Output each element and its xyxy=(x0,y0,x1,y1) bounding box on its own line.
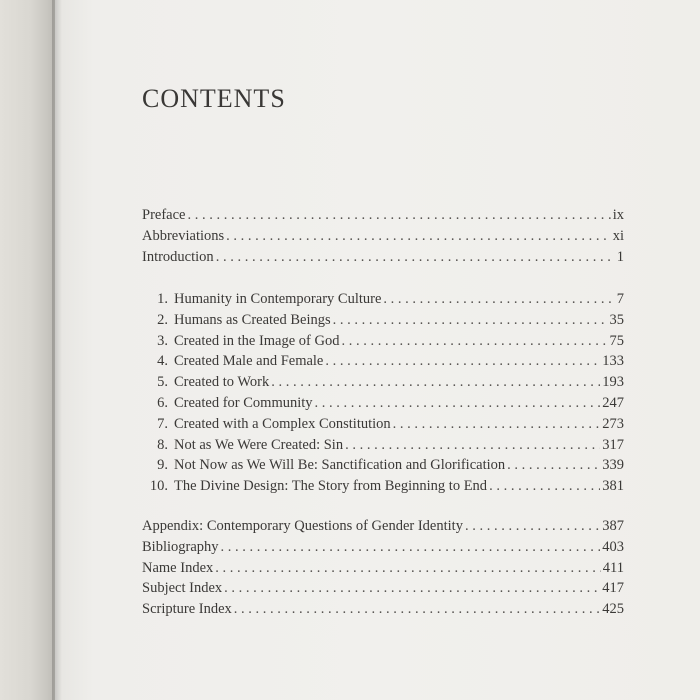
dot-leader xyxy=(221,537,601,558)
toc-entry-page: 193 xyxy=(602,374,624,391)
toc-entry-title: Subject Index xyxy=(142,580,223,597)
toc-entry-chapter-4 xyxy=(142,351,624,372)
chapter-number: 1. xyxy=(157,291,168,307)
toc-entry-page: 381 xyxy=(602,478,624,495)
chapter-number: 9. xyxy=(157,457,168,474)
dot-leader xyxy=(315,393,601,414)
toc-entry-title: Not as We Were Created: Sin xyxy=(174,436,344,453)
toc-entry-page: 425 xyxy=(602,601,624,618)
toc-entry-title: Created with a Complex Constitution xyxy=(174,415,391,432)
toc-entry-subject-index xyxy=(142,578,624,599)
toc-entry-title: Humans as Created Beings xyxy=(174,311,331,328)
toc-entry-page: 273 xyxy=(602,415,624,432)
toc-entry-title: Abbreviations xyxy=(142,227,225,244)
chapter-number: 4. xyxy=(157,353,168,370)
dot-leader xyxy=(383,289,614,310)
toc-entry-title: Not Now as We Will Be: Sanctification and Glorification xyxy=(174,457,506,474)
toc-entry-title: Created Male and Female xyxy=(174,353,324,370)
chapter-number: 10. xyxy=(149,478,168,495)
toc-entry-page: 417 xyxy=(602,580,624,597)
toc-entry-title: Created for Community xyxy=(174,394,313,411)
toc-entry-chapter-6 xyxy=(142,393,624,414)
dot-leader xyxy=(216,247,615,268)
toc-entry-title: Introduction xyxy=(142,248,214,265)
toc-entry-title: Scripture Index xyxy=(142,601,232,618)
toc-entry-title: Created in the Image of God xyxy=(174,332,340,349)
chapter-number: 7. xyxy=(157,415,168,432)
gutter-shadow xyxy=(52,0,62,700)
toc-entry-page: xi xyxy=(612,227,624,244)
dot-leader xyxy=(345,435,600,456)
toc-entry-page: ix xyxy=(612,207,624,223)
page-title: CONTENTS xyxy=(142,84,286,113)
toc-entry-chapter-5 xyxy=(142,372,624,393)
dot-leader xyxy=(489,476,600,497)
toc-entry-page: 317 xyxy=(602,436,624,453)
toc-entry-chapter-1 xyxy=(142,289,624,310)
dot-leader xyxy=(333,310,608,331)
toc-entry-chapter-10 xyxy=(142,476,624,497)
dot-leader xyxy=(224,578,600,599)
toc-entry-chapter-7 xyxy=(142,414,624,435)
toc-entry-page: 75 xyxy=(609,332,624,349)
back-matter-list xyxy=(142,516,624,620)
toc-entry-page: 247 xyxy=(602,394,624,411)
toc-entry-title: Bibliography xyxy=(142,538,219,555)
chapter-number: 5. xyxy=(157,374,168,391)
dot-leader xyxy=(325,351,600,372)
toc-entry-page: 35 xyxy=(609,311,624,328)
chapter-number: 2. xyxy=(157,311,168,328)
toc-entry-title: Humanity in Contemporary Culture xyxy=(174,291,382,307)
toc-entry-title: Created to Work xyxy=(174,374,270,391)
chapter-number: 3. xyxy=(157,332,168,349)
toc-entry-scripture-index xyxy=(142,599,624,620)
dot-leader xyxy=(465,516,600,537)
toc-entry-name-index xyxy=(142,558,624,579)
toc-entry-page: 133 xyxy=(602,353,624,370)
toc-entry-page: 403 xyxy=(602,538,624,555)
toc-entry-appendix xyxy=(142,516,624,537)
dot-leader xyxy=(393,414,601,435)
chapter-list xyxy=(142,289,624,497)
dot-leader xyxy=(226,226,611,247)
dot-leader xyxy=(271,372,600,393)
front-matter-list xyxy=(142,205,624,267)
toc-entry-page: 339 xyxy=(602,457,624,474)
dot-leader xyxy=(507,455,600,476)
toc-entry-chapter-9 xyxy=(142,455,624,476)
dot-leader xyxy=(341,331,607,352)
toc-entry-page: 7 xyxy=(616,291,624,307)
chapter-number: 8. xyxy=(157,436,168,453)
toc-entry-abbreviations xyxy=(142,226,624,247)
toc-entry-introduction xyxy=(142,247,624,268)
toc-entry-title: The Divine Design: The Story from Beginning to End xyxy=(174,478,488,495)
toc-entry-title: Name Index xyxy=(142,559,214,576)
toc-entry-chapter-3 xyxy=(142,331,624,352)
left-page-edge xyxy=(0,0,55,700)
toc-entry-page: 411 xyxy=(602,559,624,576)
toc-entry-preface xyxy=(142,205,624,226)
dot-leader xyxy=(187,205,610,226)
chapter-number: 6. xyxy=(157,394,168,411)
toc-entry-chapter-8 xyxy=(142,435,624,456)
toc-entry-bibliography xyxy=(142,537,624,558)
toc-entry-page: 387 xyxy=(602,518,624,534)
toc-entry-chapter-2 xyxy=(142,310,624,331)
dot-leader xyxy=(215,558,601,579)
toc-entry-title: Appendix: Contemporary Questions of Gender Identity xyxy=(142,518,463,534)
toc-entry-page: 1 xyxy=(616,248,624,265)
dot-leader xyxy=(234,599,600,620)
toc-entry-title: Preface xyxy=(142,207,186,223)
